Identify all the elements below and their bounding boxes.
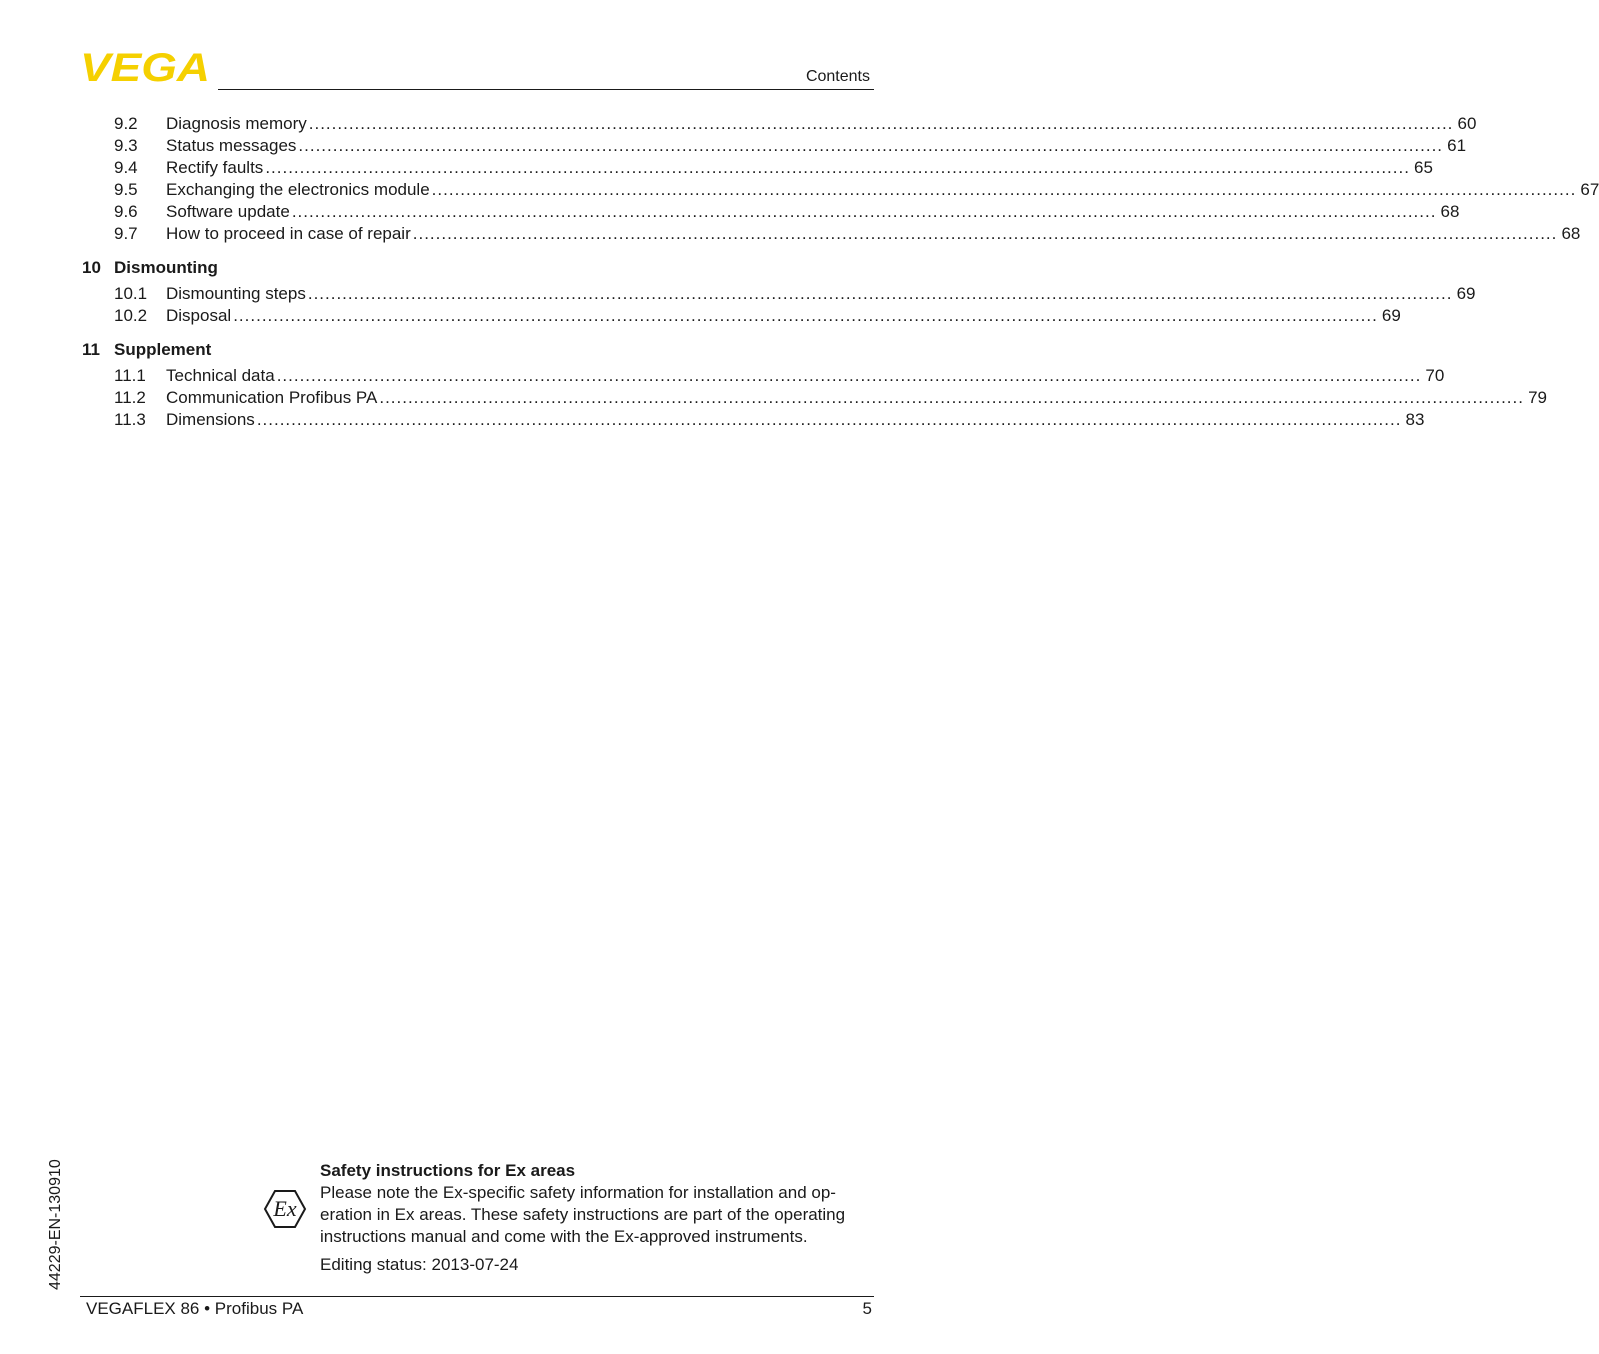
safety-text-line: eration in Ex areas. These safety instructions are part of the operating xyxy=(320,1205,846,1224)
svg-text:Ex: Ex xyxy=(273,1196,297,1221)
toc-page: 69 xyxy=(1381,306,1401,325)
document-id: 44229-EN-130910 xyxy=(47,1159,64,1290)
toc-number: 11.3 xyxy=(114,410,146,429)
safety-title: Safety instructions for Ex areas xyxy=(320,1161,576,1180)
safety-notice xyxy=(320,1160,876,1276)
toc-leader: ........................................................................................................................................................................................................ xyxy=(233,306,1378,325)
toc-number: 9.6 xyxy=(114,202,138,221)
editing-status: Editing status: 2013-07-24 xyxy=(320,1255,519,1274)
toc-page: 69 xyxy=(1456,284,1476,303)
toc-entry[interactable] xyxy=(82,157,1433,179)
header-divider xyxy=(218,89,874,90)
toc-entry[interactable] xyxy=(82,305,1401,327)
chapter-number: 11 xyxy=(82,340,100,359)
toc-page: 68 xyxy=(1561,224,1581,243)
toc-entry[interactable] xyxy=(82,135,1467,157)
section-title: Contents xyxy=(805,68,870,85)
toc-page: 67 xyxy=(1580,180,1599,199)
toc-title: How to proceed in case of repair xyxy=(166,224,411,243)
toc-entry[interactable] xyxy=(82,409,1425,431)
toc-number: 11.2 xyxy=(114,388,146,407)
toc-title: Communication Profibus PA xyxy=(166,388,378,407)
toc-title: Software update xyxy=(166,202,290,221)
toc-leader: ........................................................................................................................................................................................................ xyxy=(431,180,1577,199)
table-of-contents xyxy=(82,113,1599,431)
toc-page: 83 xyxy=(1405,410,1425,429)
toc-chapter-supplement[interactable] xyxy=(82,339,874,361)
toc-entry[interactable] xyxy=(82,283,1476,305)
toc-title: Dismounting steps xyxy=(166,284,306,303)
footer-divider xyxy=(80,1296,874,1297)
toc-page: 68 xyxy=(1440,202,1460,221)
toc-page: 79 xyxy=(1528,388,1547,407)
toc-leader: ........................................................................................................................................................................................................ xyxy=(291,202,1437,221)
toc-leader: ........................................................................................................................................................................................................ xyxy=(256,410,1402,429)
safety-text-line: Please note the Ex-specific safety information for installation and op- xyxy=(320,1183,836,1202)
toc-entry[interactable] xyxy=(82,113,1477,135)
toc-title: Status messages xyxy=(166,136,297,155)
toc-number: 9.7 xyxy=(114,224,138,243)
toc-entry[interactable] xyxy=(82,223,1581,245)
toc-leader: ........................................................................................................................................................................................................ xyxy=(379,388,1524,407)
toc-leader: ........................................................................................................................................................................................................ xyxy=(265,158,1410,177)
toc-title: Diagnosis memory xyxy=(166,114,307,133)
toc-title: Disposal xyxy=(166,306,232,325)
toc-entry[interactable] xyxy=(82,201,1460,223)
logo-text: VEGA xyxy=(80,46,210,90)
toc-title: Exchanging the electronics module xyxy=(166,180,430,199)
toc-leader: ........................................................................................................................................................................................................ xyxy=(298,136,1444,155)
safety-text-line: instructions manual and come with the Ex-approved instruments. xyxy=(320,1227,808,1246)
toc-entry[interactable] xyxy=(82,387,1547,409)
toc-number: 11.1 xyxy=(114,366,146,385)
toc-number: 9.5 xyxy=(114,180,138,199)
toc-leader: ........................................................................................................................................................................................................ xyxy=(412,224,1558,243)
ex-hexagon-icon xyxy=(264,1189,306,1229)
toc-number: 9.3 xyxy=(114,136,138,155)
toc-number: 10.1 xyxy=(114,284,148,303)
toc-leader: ........................................................................................................................................................................................................ xyxy=(276,366,1422,385)
toc-page: 60 xyxy=(1457,114,1477,133)
chapter-number: 10 xyxy=(82,258,101,277)
toc-page: 70 xyxy=(1425,366,1445,385)
toc-title: Technical data xyxy=(166,366,275,385)
page-number: 5 xyxy=(862,1299,872,1318)
vega-logo xyxy=(80,46,212,90)
toc-title: Rectify faults xyxy=(166,158,264,177)
toc-number: 10.2 xyxy=(114,306,148,325)
toc-title: Dimensions xyxy=(166,410,255,429)
toc-number: 9.4 xyxy=(114,158,138,177)
chapter-title: Supplement xyxy=(114,340,212,359)
toc-number: 9.2 xyxy=(114,114,138,133)
toc-leader: ........................................................................................................................................................................................................ xyxy=(307,284,1453,303)
toc-entry[interactable] xyxy=(82,179,1599,201)
chapter-title: Dismounting xyxy=(114,258,218,277)
toc-leader: ........................................................................................................................................................................................................ xyxy=(308,114,1454,133)
toc-page: 65 xyxy=(1414,158,1433,177)
toc-entry[interactable] xyxy=(82,365,1445,387)
footer-product: VEGAFLEX 86 • Profibus PA xyxy=(86,1299,304,1318)
toc-page: 61 xyxy=(1447,136,1467,155)
toc-chapter-dismounting[interactable] xyxy=(82,257,874,279)
